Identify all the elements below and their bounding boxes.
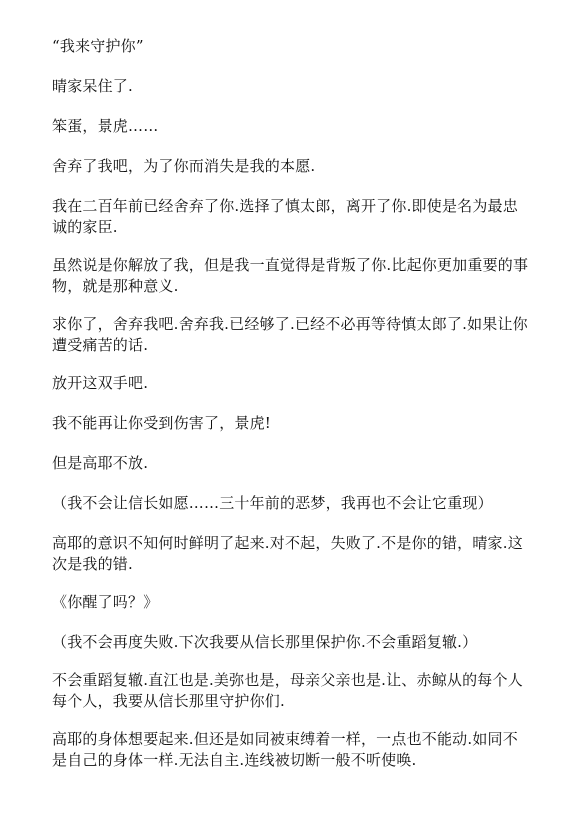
paragraph-8: 放开这双手吧. [52,374,149,392]
paragraph-9: 我不能再让你受到伤害了，景虎! [52,414,272,432]
paragraph-16: 高耶的身体想要起来.但还是如同被束缚着一样，一点也不能动.如同不是自己的身体一样.无法自主.连线被切断一般不听使唤. [52,730,518,769]
paragraph-3: 笨蛋，景虎…… [52,117,159,135]
paragraph-1: “我来守护你” [52,37,144,55]
paragraph-4: 舍弃了我吧，为了你而消失是我的本愿. [52,157,316,175]
paragraph-13: 《你醒了吗？》 [52,593,159,611]
paragraph-11: （我不会让信长如愿……三十年前的恶梦，我再也不会让它重现） [52,494,493,512]
paragraph-14: （我不会再度失败.下次我要从信长那里保护你.不会重蹈复辙.） [52,633,478,651]
paragraph-2: 晴家呆住了. [52,77,133,95]
paragraph-15: 不会重蹈复辙.直江也是.美弥也是，母亲父亲也是.让、赤鲸从的每个人每个人，我要从信长那里守护你们. [52,671,523,710]
paragraph-12: 高耶的意识不知何时鲜明了起来.对不起，失败了.不是你的错，晴家.这次是我的错. [52,534,523,573]
paragraph-5: 我在二百年前已经舍弃了你.选择了慎太郎，离开了你.即使是名为最忠诚的家臣. [52,197,518,236]
paragraph-6: 虽然说是你解放了我，但是我一直觉得是背叛了你.比起你更加重要的事物，就是那种意义. [52,256,529,295]
paragraph-10: 但是高耶不放. [52,454,149,472]
paragraph-7: 求你了，舍弃我吧.舍弃我.已经够了.已经不必再等待慎太郎了.如果让你遭受痛苦的话. [52,315,528,354]
